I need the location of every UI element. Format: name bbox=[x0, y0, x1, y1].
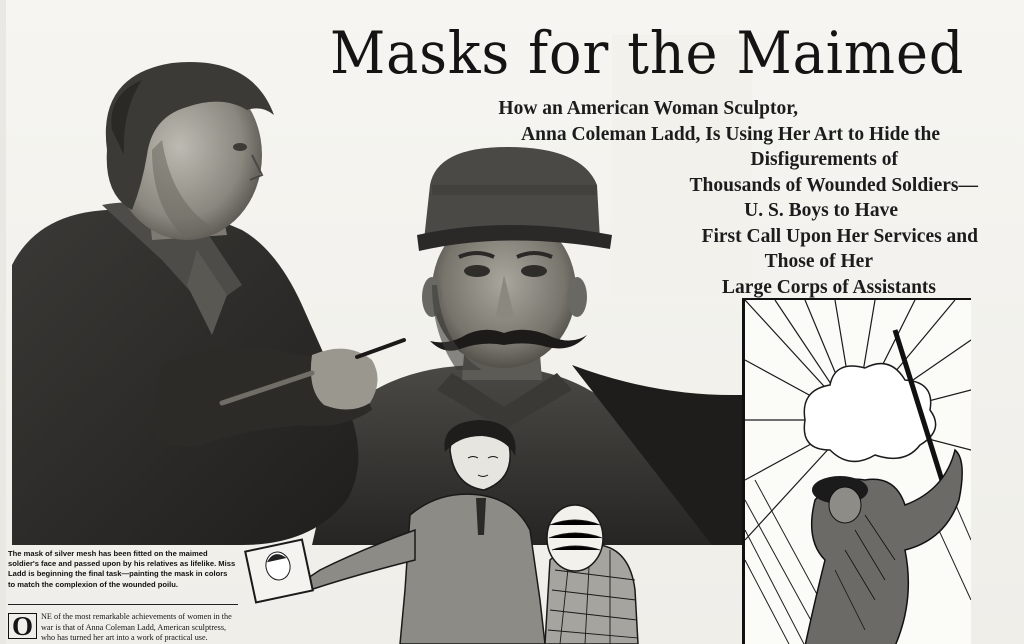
illustration-battle-scene bbox=[742, 298, 971, 644]
subheadline-line: How an American Woman Sculptor, bbox=[498, 98, 798, 119]
drop-cap: O bbox=[8, 613, 37, 639]
divider bbox=[8, 604, 238, 605]
article-body bbox=[8, 612, 298, 644]
subheadline-line: Thousands of Wounded Soldiers— bbox=[689, 174, 978, 196]
subheadline-line: Anna Coleman Ladd, Is Using Her Art to Hide the bbox=[521, 123, 940, 145]
battle-scene-drawing bbox=[745, 300, 971, 644]
subheadline-line: Disfigurements of bbox=[750, 149, 898, 170]
body-line: NE of the most remarkable achievements of women in the bbox=[41, 612, 232, 621]
subheadline-line: Those of Her bbox=[764, 251, 873, 272]
photo-caption: The mask of silver mesh has been fitted on the maimed soldier's face and passed upon by his relatives as lifelike. Miss Ladd is beginning the final task—painting the mask in colors to match the complexion of the wounded poilu. bbox=[8, 549, 236, 589]
subheadline-line: Large Corps of Assistants bbox=[722, 276, 936, 298]
illustration-nurse-and-soldier bbox=[240, 420, 680, 644]
scan-edge bbox=[0, 0, 6, 644]
article-subheadline bbox=[358, 96, 978, 300]
article-title: Masks for the Maimed bbox=[330, 19, 965, 87]
subheadline-line: First Call Upon Her Services and bbox=[701, 225, 978, 247]
body-line: war is that of Anna Coleman Ladd, American sculptress, bbox=[41, 622, 227, 632]
body-line: who has turned her art into a work of practical use. bbox=[41, 633, 208, 642]
subheadline-line: U. S. Boys to Have bbox=[744, 200, 898, 221]
